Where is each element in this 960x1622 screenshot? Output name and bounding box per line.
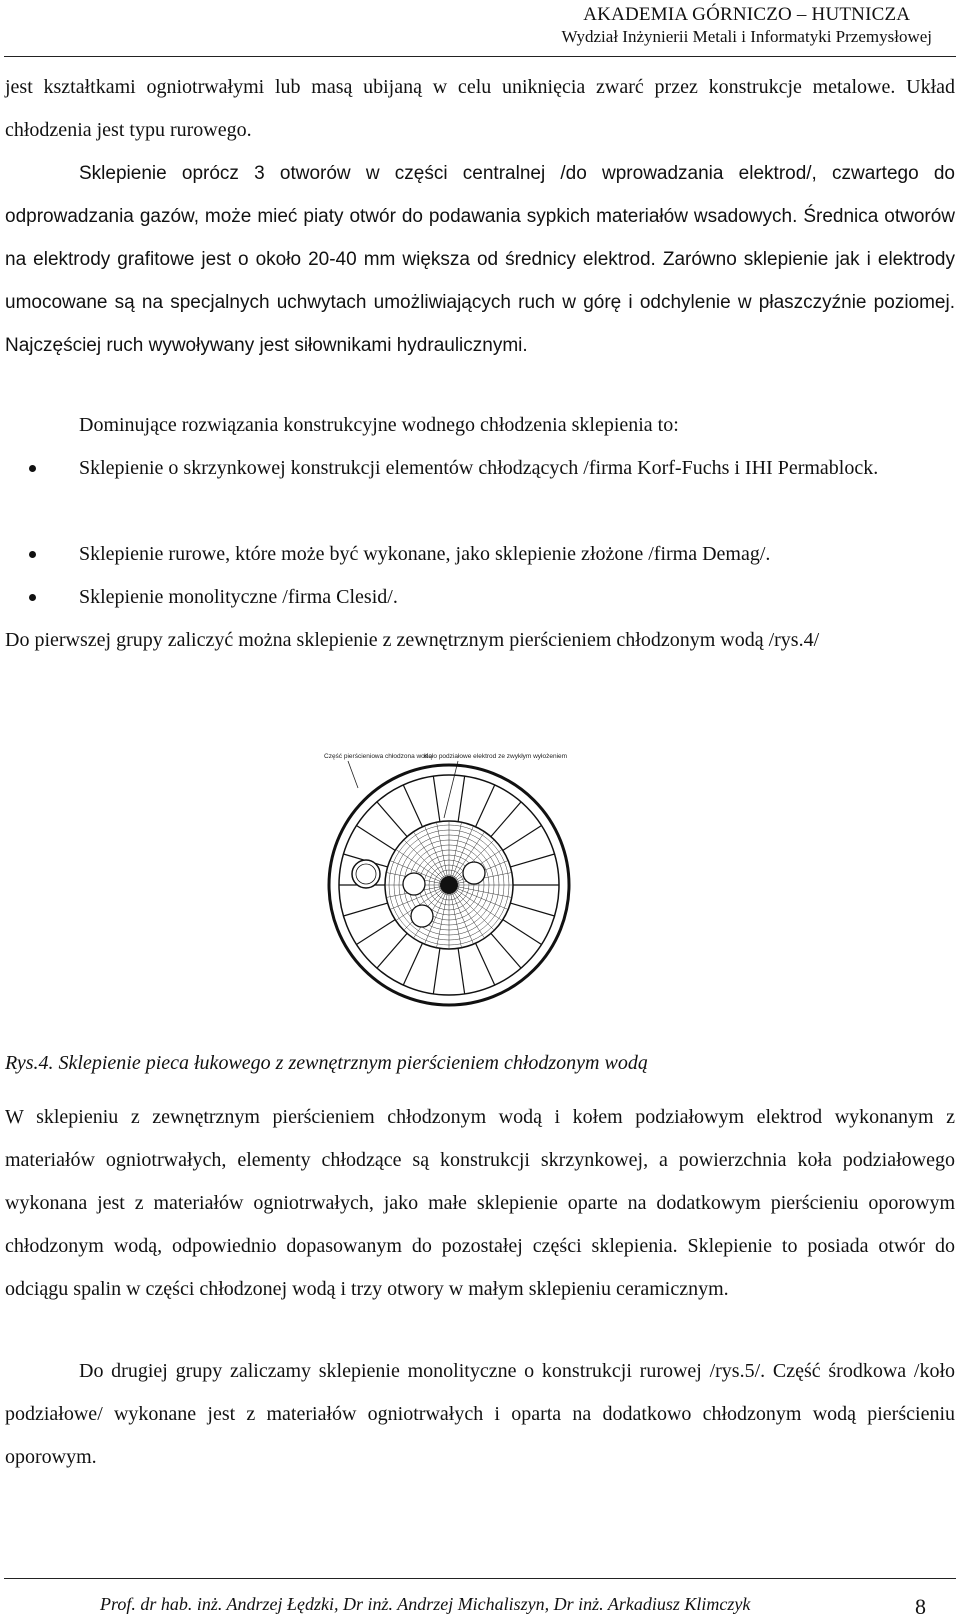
bullet-icon <box>29 465 36 472</box>
page-number: 8 <box>915 1594 926 1619</box>
paragraph-openings: Sklepienie oprócz 3 otworów w części centralnej /do wprowadzania elektrod/, czwartego do odprowadzania gazów, może mieć piaty otwór do podawania sypkich materiałów wsadowych. Średnica otworów na elektrody grafitowe jest o około 20-40 mm większa od średnicy elektrod. Zarówno sklepienie jak i elektrody umocowane są na specjalnych uchwytach umożliwiających ruch w górę i odchylenie w płaszczyźnie poziomej. Najczęściej ruch wywoływany jest siłownikami hydraulicznymi. <box>5 163 955 356</box>
panel-divider <box>403 785 422 827</box>
panel-divider <box>476 785 495 827</box>
panel-divider <box>458 948 465 994</box>
figure-label-pitch-circle: Koło podziałowe elektrod ze zwykłym wyłożeniem <box>424 753 568 760</box>
bullet-text: Sklepienie o skrzynkowej konstrukcji elementów chłodzących /firma Korf-Fuchs i IHI Permablock. <box>79 457 879 479</box>
footer-rule <box>4 1578 956 1579</box>
figure-caption: Rys.4. Sklepienie pieca łukowego z zewnętrznym pierścieniem chłodzonym wodą <box>5 1052 648 1074</box>
panel-divider <box>458 776 465 822</box>
document-header <box>561 4 932 47</box>
panel-divider <box>503 826 542 851</box>
panel-divider <box>503 920 542 945</box>
bullet-text: Sklepienie rurowe, które może być wykonane, jako sklepienie złożone /firma Demag/. <box>79 543 771 565</box>
electrode-hole <box>403 873 425 895</box>
paragraph-solutions-intro: Dominujące rozwiązania konstrukcyjne wodnego chłodzenia sklepienia to: <box>79 414 679 436</box>
panel-divider <box>377 802 407 837</box>
panel-divider <box>356 826 395 851</box>
electrode-hole <box>463 862 485 884</box>
figure-label-ring: Część pierścieniowa chłodzona wodą <box>324 753 433 760</box>
panel-divider <box>491 802 521 837</box>
panel-divider <box>403 943 422 985</box>
panel-divider <box>343 903 387 916</box>
bullet-item <box>5 576 955 619</box>
footer-authors: Prof. dr hab. inż. Andrzej Łędzki, Dr inż. Andrzej Michaliszyn, Dr inż. Arkadiusz Klimczyk <box>100 1594 751 1614</box>
central-hub <box>440 876 458 894</box>
panel-divider <box>433 776 440 822</box>
paragraph-second-group: Do drugiej grupy zaliczamy sklepienie monolityczne o konstrukcji rurowej /rys.5/. Część środkowa /koło podziałowe/ wykonane jest z materiałów ogniotrwałych i oparta na dodatkowo chłodzonym wodą pierścieniu oporowym. <box>5 1360 955 1468</box>
leader-line <box>348 761 358 788</box>
faculty-name: Wydział Inżynierii Metali i Informatyki Przemysłowej <box>561 26 932 46</box>
panel-divider <box>510 903 554 916</box>
panel-divider <box>377 933 407 968</box>
panel-divider <box>476 943 495 985</box>
leader-line <box>444 761 458 818</box>
roof-diagram <box>318 748 580 1010</box>
panel-divider <box>356 920 395 945</box>
bullet-icon <box>29 551 36 558</box>
bullet-item <box>5 447 955 490</box>
panel-divider <box>433 948 440 994</box>
header-rule <box>4 56 956 57</box>
panel-divider <box>510 854 554 867</box>
paragraph-first-group: Do pierwszej grupy zaliczyć można sklepienie z zewnętrznym pierścieniem chłodzonym wodą /rys.4/ <box>5 629 820 651</box>
paragraph-external-ring: W sklepieniu z zewnętrznym pierścieniem chłodzonym wodą i kołem podziałowym elektrod wykonanym z materiałów ogniotrwałych, elementy chłodzące są konstrukcji skrzynkowej, a powierzchnia koła podziałowego wykonana jest z materiałów ogniotrwałych, jako małe sklepienie oparte na dodatkowym pierścieniu oporowym chłodzonym wodą, odpowiednio dopasowanym do pozostałej części sklepienia. Sklepienie to posiada otwór do odciągu spalin w części chłodzonej wodą i trzy otwory w małym sklepieniu ceramicznym. <box>5 1106 955 1300</box>
university-name: AKADEMIA GÓRNICZO – HUTNICZA <box>583 4 911 25</box>
panel-divider <box>491 933 521 968</box>
bullet-icon <box>29 594 36 601</box>
bullet-text: Sklepienie monolityczne /firma Clesid/. <box>79 586 398 608</box>
electrode-hole <box>411 905 433 927</box>
bullet-item <box>5 533 955 576</box>
paragraph-cooling: jest kształtkami ogniotrwałymi lub masą ubijaną w celu uniknięcia zwarć przez konstrukcje metalowe. Układ chłodzenia jest typu rurowego. <box>5 76 955 141</box>
